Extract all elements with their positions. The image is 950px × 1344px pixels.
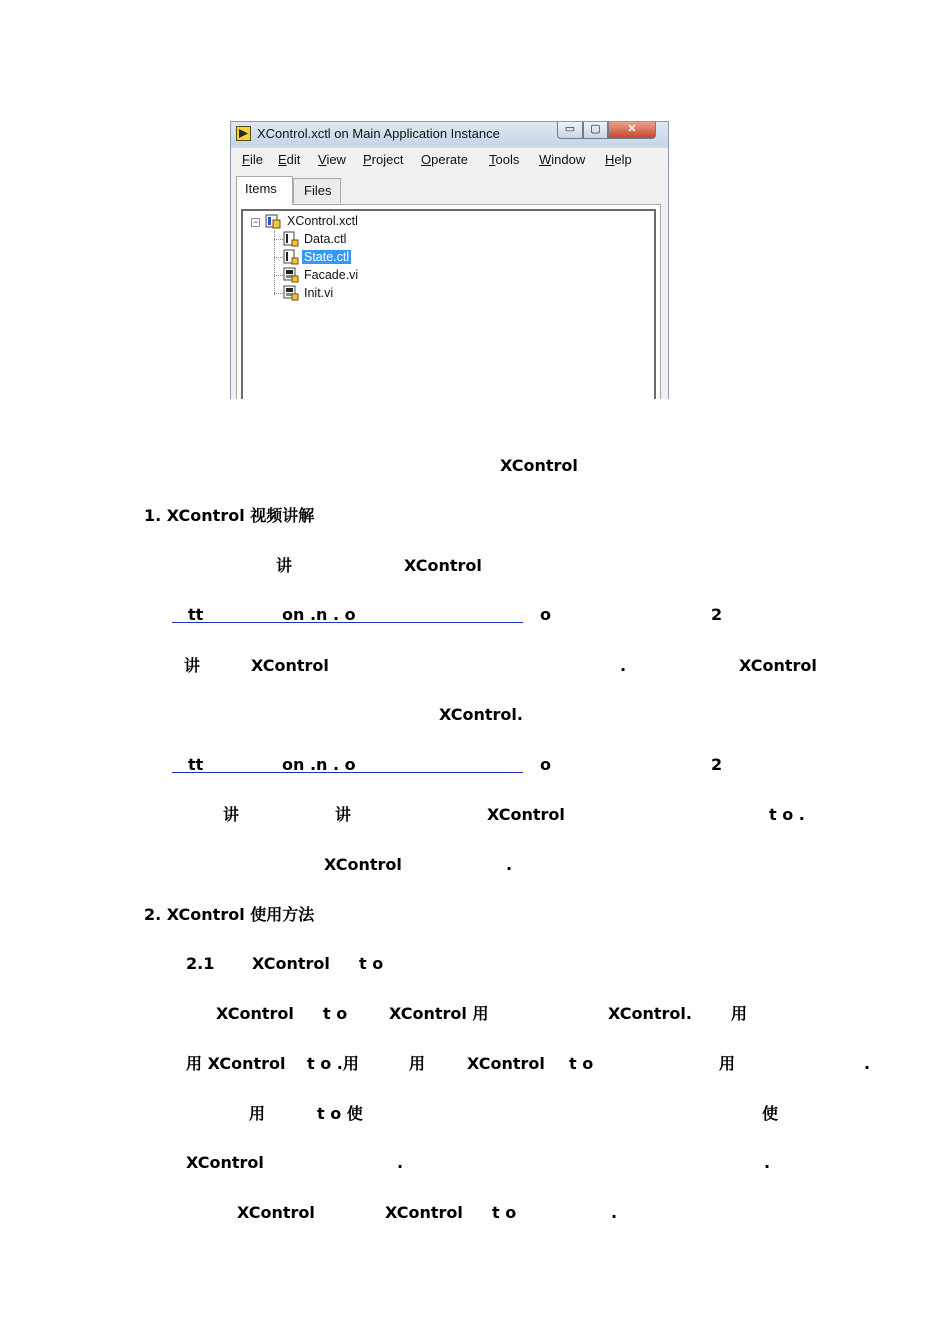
text-fragment: 讲 <box>184 656 201 675</box>
link-fragment[interactable]: tt <box>188 605 204 624</box>
text-fragment: 讲 <box>223 805 240 824</box>
tree-item-init-vi[interactable] <box>243 285 443 302</box>
text-fragment: XControl. <box>439 705 523 724</box>
text-fragment: XControl <box>467 1054 545 1073</box>
text-fragment: . <box>506 855 513 874</box>
text-fragment: . <box>864 1054 871 1073</box>
tab-items[interactable]: Items <box>236 176 293 205</box>
text-fragment: XControl <box>487 805 565 824</box>
tree-item-label: Facade.vi <box>304 268 359 282</box>
text-fragment: t o <box>569 1054 594 1073</box>
window-title: XControl.xctl on Main Application Instance <box>257 126 500 141</box>
tree-item-xcontrol-xctl[interactable] <box>243 213 443 230</box>
menu-bar <box>231 147 668 172</box>
subsection-title: XControl <box>252 954 330 973</box>
menu-window[interactable]: Window <box>539 152 586 167</box>
text-fragment: 用 <box>731 1004 748 1023</box>
text-fragment: t o 使 <box>317 1104 363 1123</box>
tree-item-label: Data.ctl <box>304 232 347 246</box>
minimize-icon: ▭ <box>564 123 576 135</box>
text-fragment: XControl <box>251 656 329 675</box>
text-fragment: t o . <box>769 805 805 824</box>
text-fragment: XControl 用 <box>389 1004 489 1023</box>
text-fragment: . <box>620 656 627 675</box>
maximize-icon: ▢ <box>590 123 601 135</box>
text-fragment: . <box>764 1153 771 1172</box>
subsection-number: 2.1 <box>186 954 215 973</box>
text-fragment: 讲 <box>335 805 352 824</box>
text-fragment: XControl <box>739 656 817 675</box>
text-fragment: 用 <box>249 1104 266 1123</box>
text-fragment: XControl <box>186 1153 264 1172</box>
text-fragment: 2 <box>711 605 723 624</box>
text-fragment: o <box>540 755 551 774</box>
vi-file-icon <box>283 285 299 301</box>
menu-view[interactable]: View <box>318 152 346 167</box>
close-button[interactable] <box>608 122 656 139</box>
text-fragment: XControl <box>324 855 402 874</box>
tree-item-state-ctl[interactable] <box>243 249 443 266</box>
tab-files[interactable]: Files <box>293 178 341 203</box>
maximize-button[interactable] <box>583 122 608 139</box>
text-fragment: XControl <box>237 1203 315 1222</box>
text-fragment: t o <box>359 954 384 973</box>
section-2-heading: 2. XControl 使用方法 <box>144 905 315 924</box>
menu-file[interactable]: File <box>242 152 263 167</box>
menu-tools[interactable]: Tools <box>489 152 520 167</box>
hyperlink-underline[interactable] <box>172 622 523 623</box>
menu-edit[interactable]: Edit <box>278 152 301 167</box>
minimize-button[interactable] <box>557 122 583 139</box>
text-fragment: 用 <box>409 1054 426 1073</box>
text-fragment: XControl <box>404 556 482 575</box>
xcontrol-library-icon <box>265 213 281 229</box>
text-fragment: 讲 <box>276 556 293 575</box>
menu-help[interactable]: Help <box>605 152 632 167</box>
tree-item-label: Init.vi <box>304 286 334 300</box>
text-fragment: . <box>611 1203 618 1222</box>
link-fragment[interactable]: tt <box>188 755 204 774</box>
project-tree <box>241 209 656 399</box>
vi-file-icon <box>283 267 299 283</box>
tree-item-label: XControl.xctl <box>287 214 358 228</box>
tab-area <box>231 172 668 399</box>
tree-item-label: State.ctl <box>304 250 350 264</box>
text-fragment: 2 <box>711 755 723 774</box>
tree-item-facade-vi[interactable] <box>243 267 443 284</box>
control-file-icon <box>283 249 299 265</box>
text-fragment: 用 XControl <box>186 1054 286 1073</box>
control-file-icon <box>283 231 299 247</box>
collapse-icon[interactable]: − <box>252 217 259 227</box>
labview-app-icon <box>236 126 251 141</box>
text-fragment: 用 <box>719 1054 736 1073</box>
text-fragment: t o <box>492 1203 517 1222</box>
text-fragment: 使 <box>762 1104 779 1123</box>
project-window-screenshot <box>230 121 669 399</box>
text-fragment: XControl. <box>608 1004 692 1023</box>
text-fragment: t o <box>323 1004 348 1023</box>
section-1-heading: 1. XControl 视频讲解 <box>144 506 315 525</box>
figure-caption: XControl <box>500 456 578 475</box>
window-titlebar <box>231 122 668 146</box>
hyperlink-underline[interactable] <box>172 772 523 773</box>
link-fragment[interactable]: on .n . o <box>282 755 356 774</box>
text-fragment: . <box>397 1153 404 1172</box>
menu-operate[interactable]: Operate <box>421 152 468 167</box>
text-fragment: XControl <box>216 1004 294 1023</box>
link-fragment[interactable]: on .n . o <box>282 605 356 624</box>
menu-project[interactable]: Project <box>363 152 404 167</box>
text-fragment: t o .用 <box>307 1054 359 1073</box>
text-fragment: o <box>540 605 551 624</box>
items-panel <box>236 204 661 399</box>
tree-item-data-ctl[interactable] <box>243 231 443 248</box>
text-fragment: XControl <box>385 1203 463 1222</box>
close-icon: ✕ <box>627 123 637 135</box>
